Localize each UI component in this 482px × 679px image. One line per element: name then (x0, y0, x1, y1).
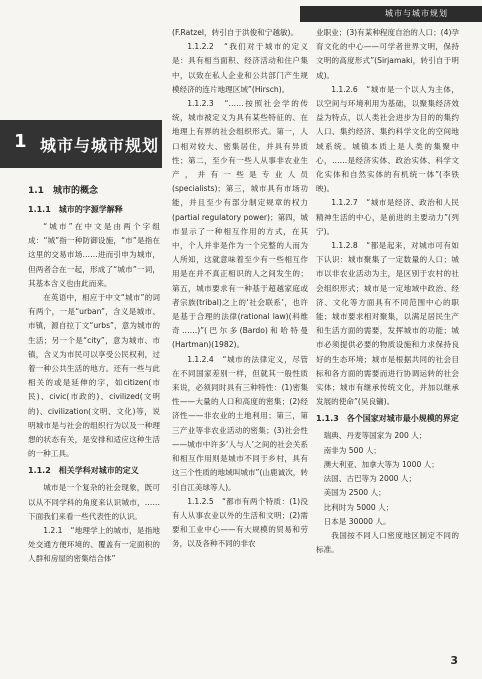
column-left (28, 180, 160, 567)
paragraph: 1.1.2.8 “都是起来，对城市可有如下认识：城市聚集了一定数量的人口；城市以非农业活动为主，是区别于农村的社会组织形式；城市是一定地域中政治、经济、文化等方面具有不同范围中心的职能；城市要求相对聚集，以满足居民生产和生活方面的需要，发挥城市的功能；城市必须提供必要的物质设施和力求保持良好的生态环境；城市是根据共同的社会目标和各方面的需要而进行协调运转的社会实体；城市有继承传统文化，并加以继承发展的使命”(吴良镛)。 (316, 241, 459, 407)
column-right (316, 26, 459, 557)
section-heading-1-1-1: 1.1.1 城市的字源学解释 (28, 205, 123, 214)
list-item: 美国为 2500 人； (323, 488, 386, 498)
list-item: 日本是 30000 人。 (323, 516, 391, 526)
paragraph: 我国按不同人口密度地区制定不同的标准。 (316, 530, 459, 555)
running-header-title: 城市与城市规划 (385, 9, 448, 18)
paragraph: 1.1.2.7 “城市是经济、政治和人民精神生活的中心，是前进的主要动力”(列宁)。 (316, 198, 459, 236)
paragraph: 1.1.2.5 “都市有两个特质：(1)没有人从事农业以外的生活和文明；(2)需要和工业中心——有大规模的贸易和劳务，以及各种不同的非农 (172, 496, 308, 549)
paragraph: 1.1.2.6 “城市是一个以人为主体，以空间与环境利用为基础，以聚集经济效益为特点，以人类社会进步为目的的集约人口、集约经济、集约科学文化的空间地域系统。城镇本质上是人类的集聚中心，……是经济实体、政治实体、科学文化实体和自然实体的有机统一体”(李铁映)。 (316, 84, 459, 194)
paragraph: 1.1.2.2 “我们对于城市的定义是：具有相当面积、经济活动和住户集中，以致在私人企业和公共部门产生规模经济的连片地理区域”(Hirsch)。 (172, 42, 308, 94)
paragraph: “城市”在中文是由两个字组成：“城”指一种防御设施，“市”是指在这里的交易市场……进而引申为城市，但两者合在一起，形成了“城市”一词，其基本含义也由此而来。 (28, 222, 160, 288)
section-heading-1-1: 1.1 城市的概念 (28, 186, 98, 196)
paragraph: 1.2.1 “地理学上的城市，是指地处交通方便环境的、覆盖有一定面积的人群和房屋的密集结合体” (28, 526, 160, 564)
page-number: 3 (450, 654, 458, 667)
paragraph: (F.Ratzel，转引自于洪俊和宁越敏)。 (172, 28, 299, 37)
chapter-title: 城市与城市规划 (40, 136, 160, 155)
paragraph: 在英语中，相应于中文“城市”的词有两个，一是“urban”，含义是城市、市镇，源自拉丁文“urbs”，意为城市的生活；另一个是“city”，意为城市、市镇，含义为市民可以享受公民权利，过着一种公共生活的地方。还有一些与此相关的或是延伸的字，如citizen(市民)、civic(市政的)、civilized(文明的)、civilization(文明、文化)等，说明城市是与社会的组织行为以及一种理想的状态有关，是安排和适应这种生活的一种工具。 (28, 293, 160, 459)
list-item: 瑞典、丹麦等国家为 200 人； (323, 431, 427, 441)
paragraph: 1.1.2.3 “……按照社会学的传统，城市被定义为具有某些特征的、在地理上有界的社会组织形式。第一，人口相对较大、密集居住，并具有异质性；第二，至少有一些人从事非农业生产，并有一些是专业人员(specialists)；第三，城市具有市场功能，并且至少有部分制定规章的权力(partial regulatory power)；第四，城市显示了一种相互作用的方式，在其中，个人并非是作为一个完整的人而为人所知，这就意味着至少有一些相互作用是在并不真正相识的人之间发生的；第五，城市要求有一种基于超越家庭或者宗族(tribal)之上的‘社会联系’，也许是基于合理的法律(rational law)(科维奇……)”(巴尔多(Bardo)和哈特曼(Hartman)(1982)。 (172, 99, 308, 350)
section-heading-1-1-3: 1.1.3 各个国家对城市最小规模的界定 (316, 414, 459, 424)
section-heading-1-1-2: 1.1.2 相关学科对城市的定义 (28, 466, 139, 476)
list-item: 比利时为 5000 人； (323, 502, 394, 512)
list-item: 南非为 500 人； (323, 445, 381, 455)
column-middle (172, 26, 308, 552)
chapter-number: 1 (14, 131, 27, 152)
paragraph: 1.1.2.4 “城市的法律定义，尽管在不同国家差别一样，但就其一般性质来说，必须同时具有三种特性：(1)密集性——大量的人口和高度的密集；(2)经济性——非农业的土地利用；第三，第三产业等非农业活动的密集；(3)社会性——城市中许多‘人与人’之间的社会关系和相互作用则是城市不同于乡村，具有这三个性质的地域叫城市”(山鹿诚次，转引自江美球等人)。 (172, 354, 308, 492)
min-size-list (316, 429, 459, 528)
paragraph: 城市是一个复杂的社会现象，既可以从不同学科的角度来认识城市，……下面我们来看一些代表性的认识。 (28, 483, 160, 521)
paragraph: 业职业；(3)有某种程度自治的人口；(4)孕育文化的中心——可学者世界文明，保持文明的高度形式”(Sirjamaki，转引自于明成)。 (316, 28, 460, 80)
list-item: 澳大利亚、加拿大等为 1000 人； (323, 459, 439, 469)
list-item: 法国、古巴等为 2000 人； (323, 474, 417, 484)
